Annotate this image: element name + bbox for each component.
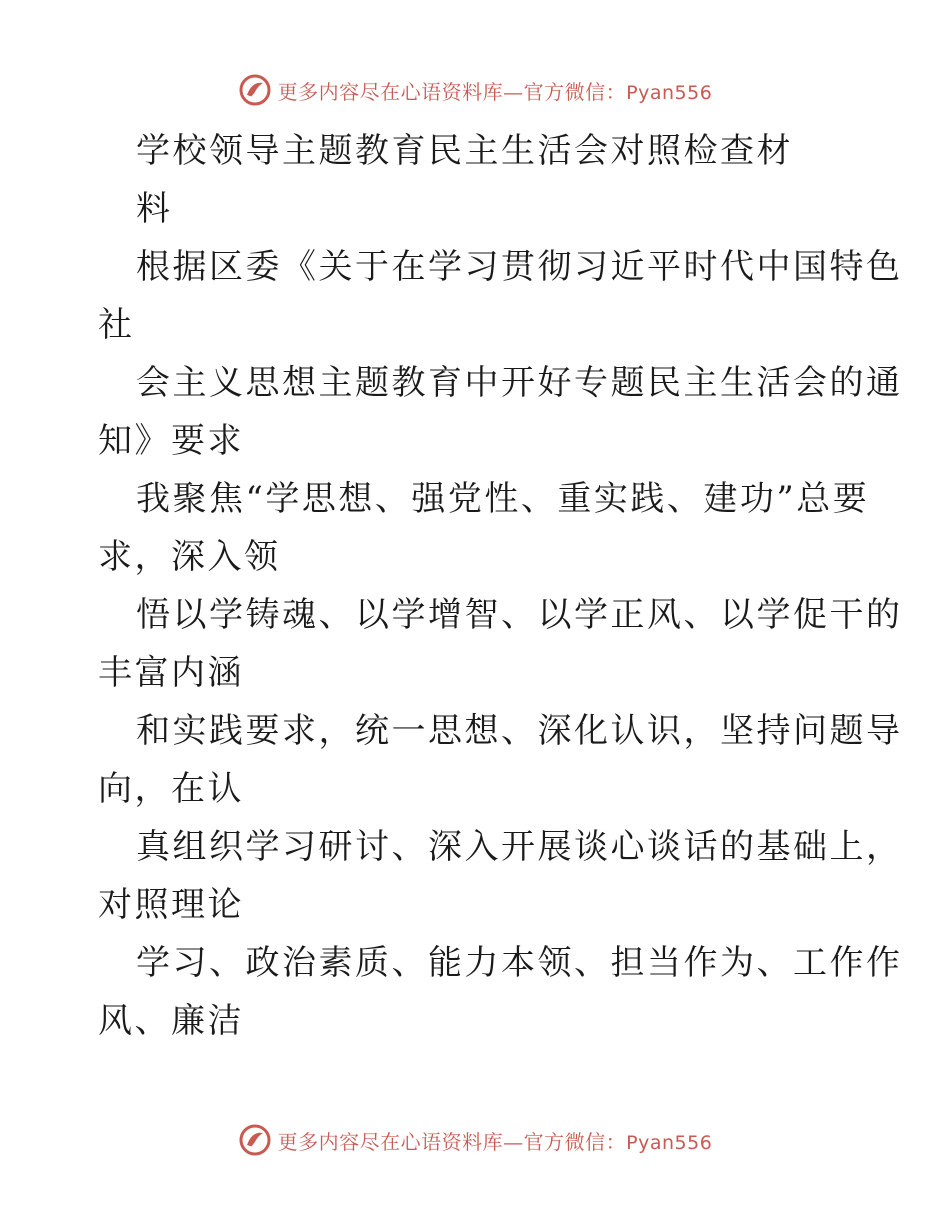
footer-watermark (0, 1122, 950, 1158)
paragraph-line: 学习、政治素质、能力本领、担当作为、工作作 (136, 943, 903, 983)
title-line-2: 料 (136, 189, 173, 229)
watermark-text: 更多内容尽在心语资料库—官方微信：Pyan556 (277, 1129, 713, 1154)
paragraph-line: 真组织学习研讨、深入开展谈心谈话的基础上， (136, 827, 903, 867)
paragraph-line: 对照理论 (98, 885, 244, 925)
header-watermark (0, 72, 950, 108)
paragraph-line: 风、廉洁 (98, 1001, 244, 1041)
title-line-1: 学校领导主题教育民主生活会对照检查材 (136, 131, 793, 171)
document-body (98, 122, 903, 1050)
library-logo-icon (238, 1123, 272, 1157)
paragraph-line: 根据区委《关于在学习贯彻习近平时代中国特色 (136, 247, 903, 287)
paragraph-line: 向，在认 (98, 769, 244, 809)
paragraph-line: 和实践要求，统一思想、深化认识，坚持问题导 (136, 711, 903, 751)
paragraph-line: 我聚焦“学思想、强党性、重实践、建功”总要 (136, 479, 870, 519)
library-logo-icon (238, 73, 272, 107)
paragraph-line: 悟以学铸魂、以学增智、以学正风、以学促干的 (136, 595, 903, 635)
paragraph-line: 丰富内涵 (98, 653, 244, 693)
paragraph-line: 求，深入领 (98, 537, 281, 577)
watermark-text: 更多内容尽在心语资料库—官方微信：Pyan556 (277, 79, 713, 104)
paragraph-line: 社 (98, 305, 135, 345)
paragraph-line: 知》要求 (98, 421, 244, 461)
paragraph-line: 会主义思想主题教育中开好专题民主生活会的通 (136, 363, 903, 403)
